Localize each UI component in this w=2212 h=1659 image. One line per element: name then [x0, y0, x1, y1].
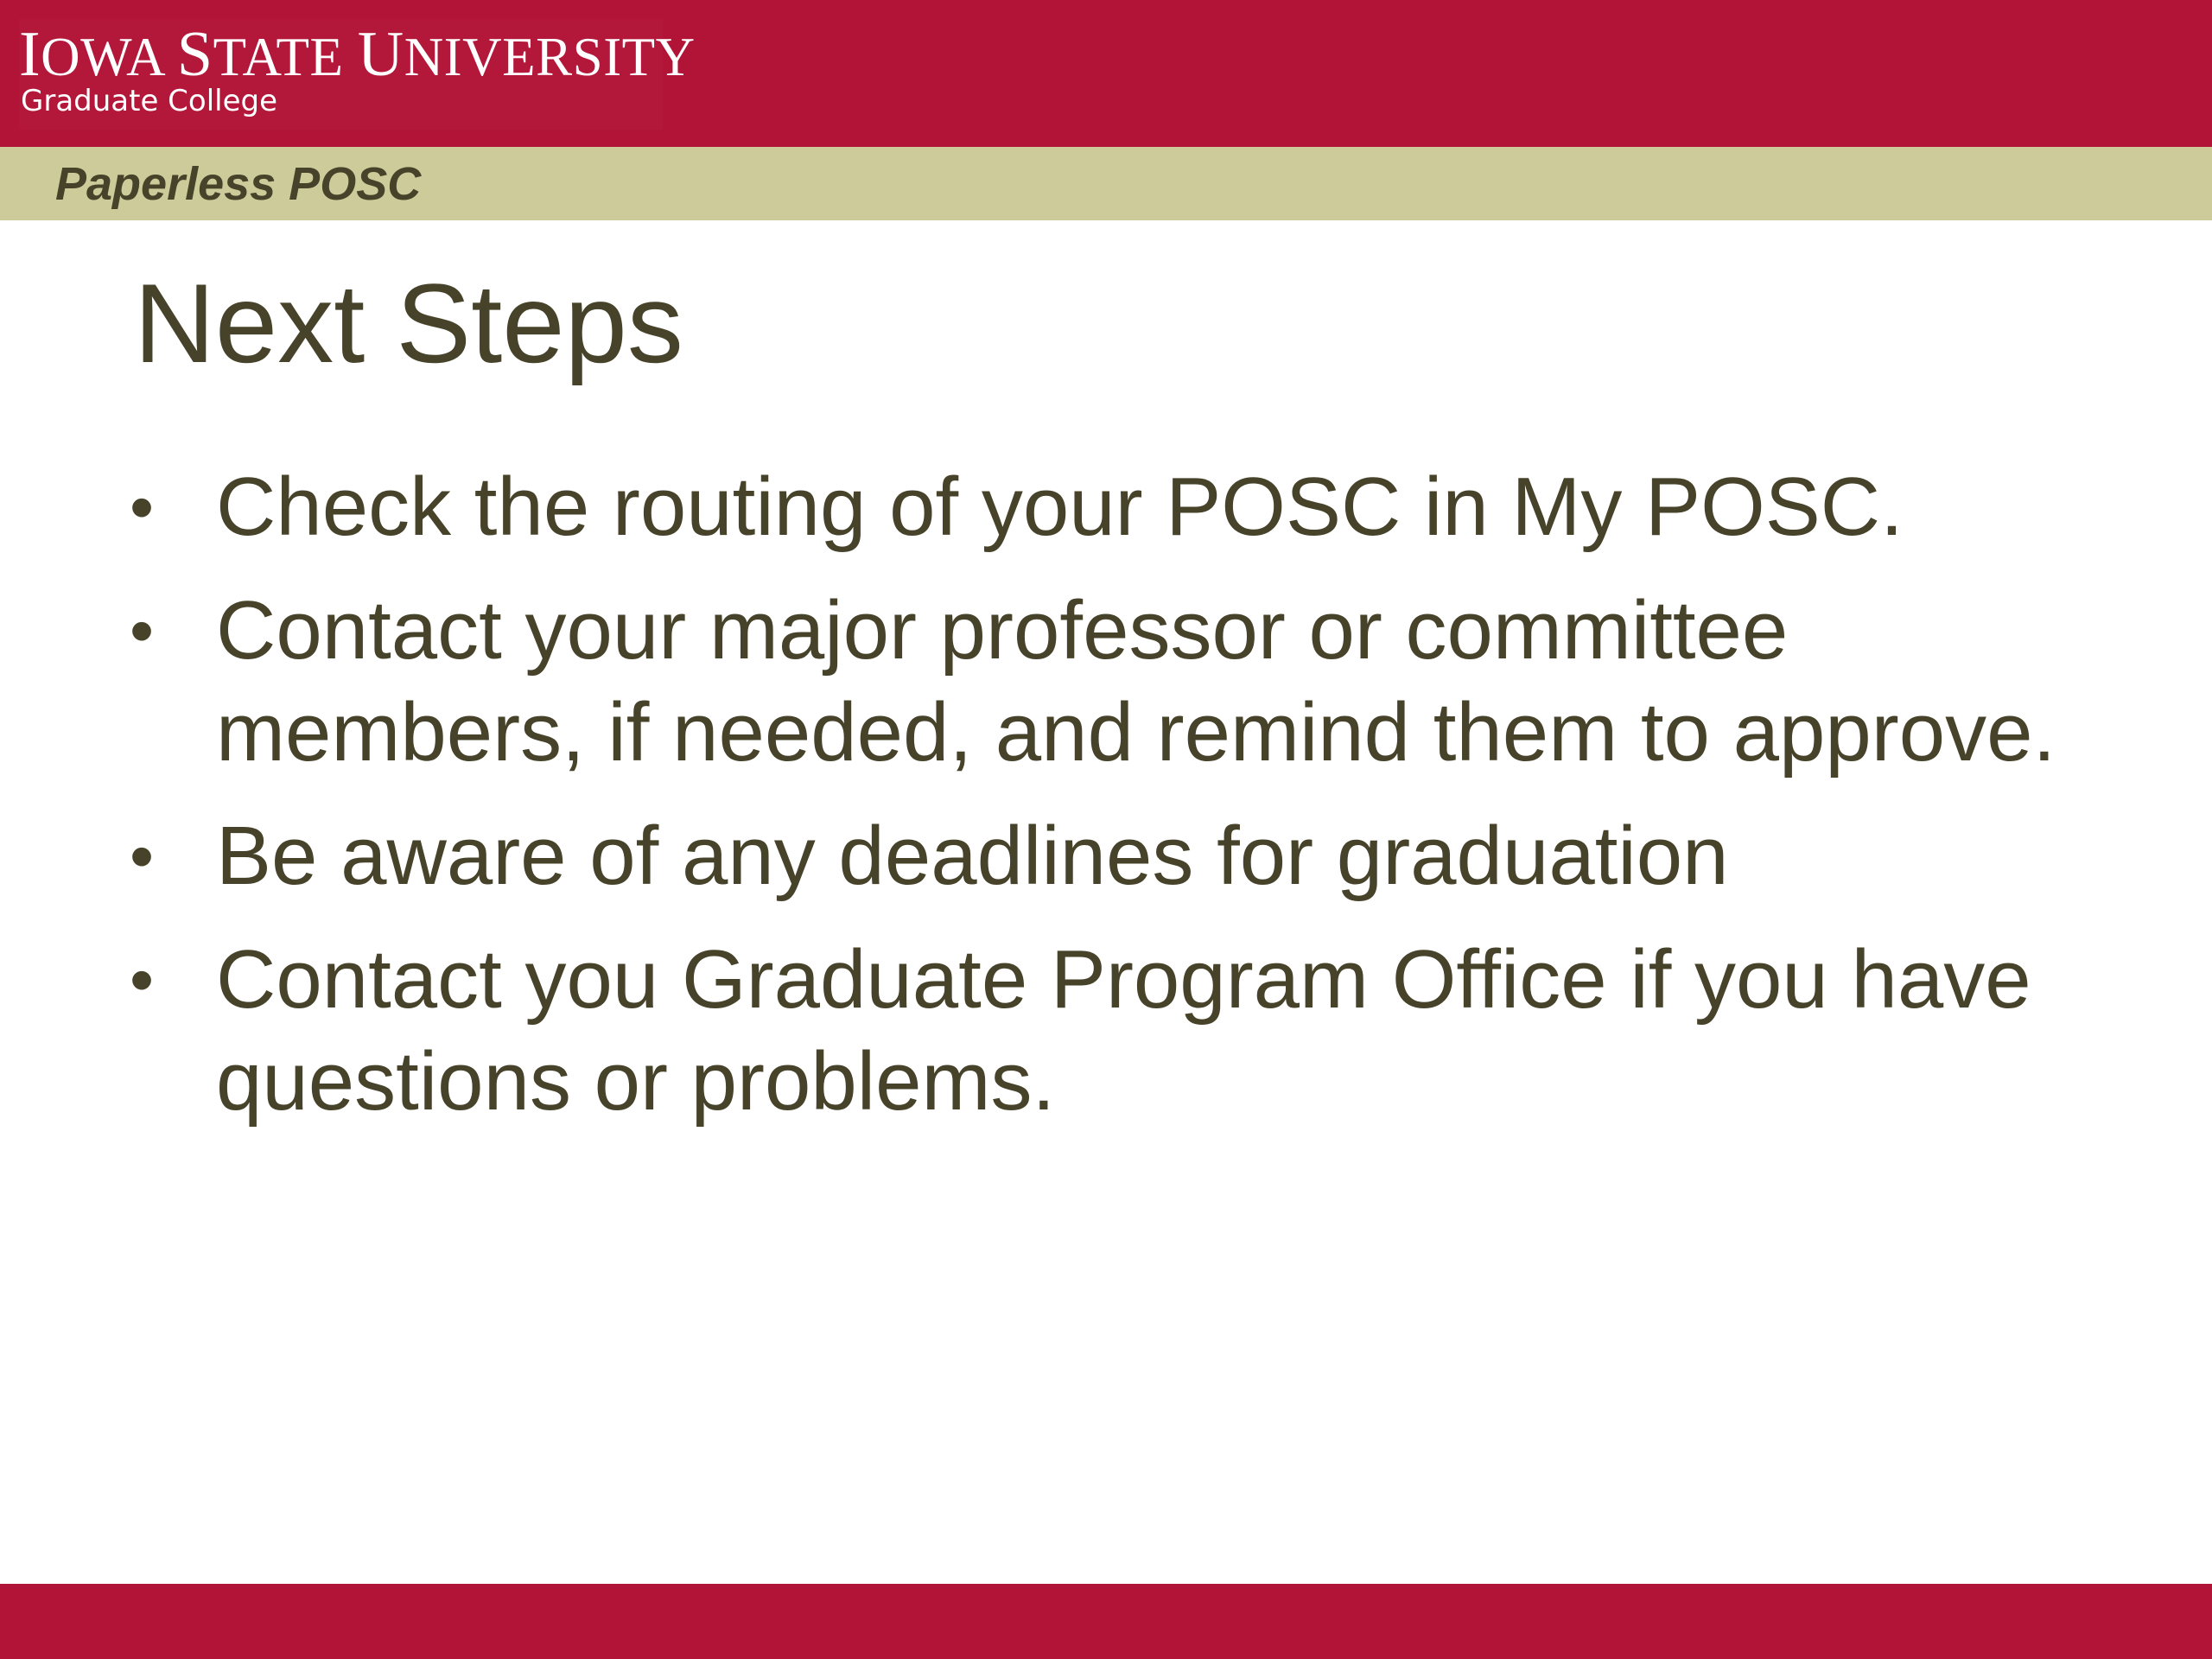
bullet-item: [130, 929, 2100, 1133]
bullet-dot-icon: •: [130, 941, 155, 1018]
bullet-item: [130, 580, 2100, 784]
bullet-item: [130, 456, 2100, 558]
bullet-text: Be aware of any deadlines for graduation: [216, 810, 1729, 902]
logo-college-name: Graduate College: [21, 84, 278, 118]
bullet-text: Check the routing of your POSC in My POSC.: [216, 461, 1904, 553]
section-band: [0, 147, 2212, 220]
bullet-text: Contact you Graduate Program Office if you have questions or problems.: [216, 933, 2031, 1128]
bullet-text: Contact your major professor or committee members, if needed, and remind them to approve.: [216, 584, 2056, 779]
bullet-dot-icon: •: [130, 817, 155, 894]
section-label: Paperless POSC: [55, 158, 422, 210]
bullet-item: [130, 805, 2100, 907]
slide-title: Next Steps: [134, 260, 683, 386]
footer-bar: [0, 1584, 2212, 1659]
bullet-dot-icon: •: [130, 592, 155, 669]
bullet-list: [130, 456, 2100, 1154]
bullet-dot-icon: •: [130, 468, 155, 545]
university-logo: [19, 19, 696, 130]
header-bar: [0, 0, 2212, 147]
logo-university-name: IOWA STATE UNIVERSITY: [19, 19, 696, 90]
